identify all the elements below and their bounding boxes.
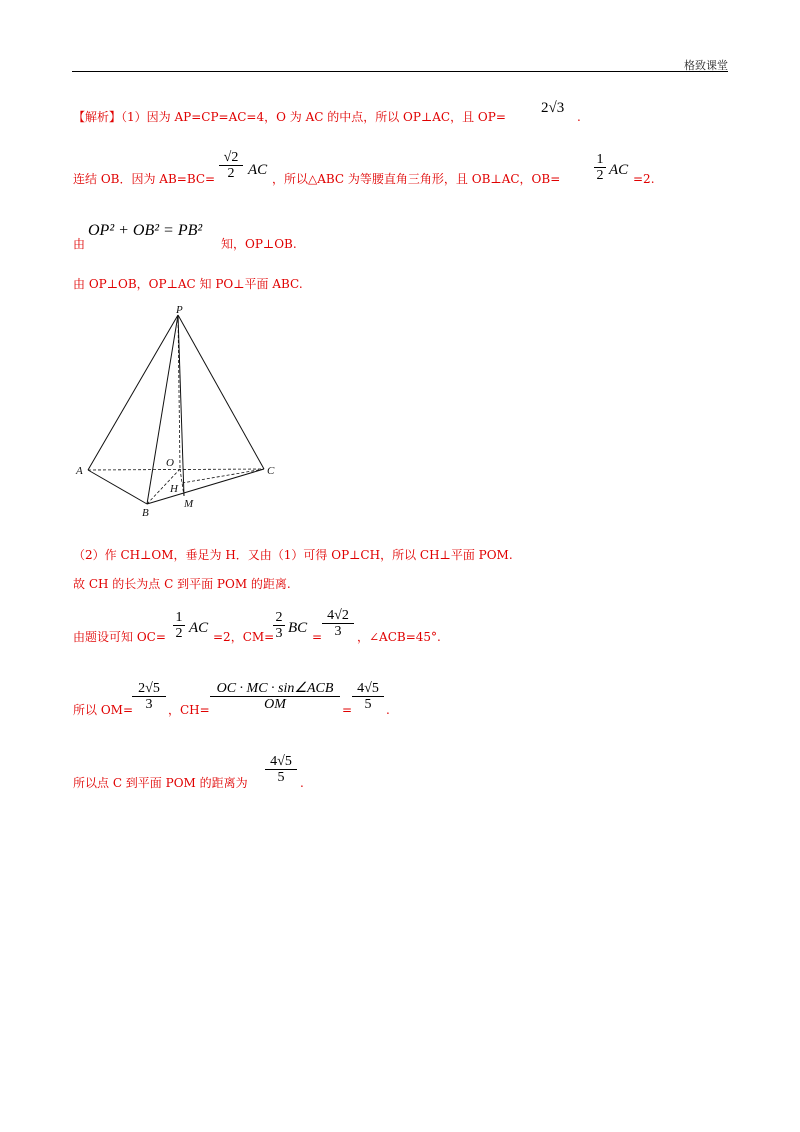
- fraction-ch-formula: [210, 681, 340, 712]
- line2-end: =2.: [633, 172, 655, 186]
- part2-line3-prefix: 由题设可知 OC=: [73, 630, 166, 644]
- header-brand: 格致课堂: [684, 59, 728, 72]
- edge-bc: [147, 469, 264, 504]
- part2-line-1: （2）作 CH⊥OM，垂足为 H．又由（1）可得 OP⊥CH，所以 CH⊥平面 POM.: [73, 548, 513, 562]
- fraction-4root2-over-3: [322, 608, 354, 639]
- part2-line5-end: .: [300, 776, 304, 790]
- pythagorean-equation: OP² + OB² = PB²: [88, 222, 203, 239]
- fraction-denominator: 2: [175, 626, 183, 641]
- part2-line3-end: ，∠ACB=45°.: [357, 630, 441, 644]
- label-h: H: [170, 483, 178, 495]
- fraction-denominator: 2: [596, 168, 604, 183]
- fraction-oc: [173, 610, 185, 641]
- fraction-denominator: OM: [264, 697, 286, 712]
- fraction-numerator: 4√2: [327, 608, 349, 623]
- edge-pa: [88, 315, 178, 470]
- fraction-numerator: 4√5: [270, 754, 292, 769]
- label-a: A: [76, 465, 83, 477]
- part2-line3-mid1: =2，CM=: [213, 630, 275, 644]
- fraction-numerator: OC · MC · sin∠ACB: [216, 681, 334, 696]
- analysis-label: 【解析】: [73, 110, 122, 124]
- line1-text: （1）因为 AP=CP=AC=4，O 为 AC 的中点，所以 OP⊥AC，且 OP=: [121, 110, 506, 124]
- fraction-cm: [273, 610, 285, 641]
- part2-line-2: 故 CH 的长为点 C 到平面 POM 的距离.: [73, 577, 291, 591]
- solution-line-1: [73, 110, 506, 124]
- fraction-denominator: 3: [145, 697, 153, 712]
- part2-line5-text: 所以点 C 到平面 POM 的距离为: [73, 776, 248, 790]
- fraction-denominator: 3: [275, 626, 283, 641]
- part2-line4-eq: =: [342, 703, 353, 717]
- fraction-numerator: 2: [275, 610, 283, 625]
- line3-prefix: 由: [73, 237, 86, 251]
- fraction-denominator: 2: [227, 166, 235, 181]
- fraction-denominator: 5: [364, 697, 372, 712]
- hidden-edge-ac: [88, 469, 264, 470]
- edge-pb: [147, 315, 178, 504]
- fraction-distance: [265, 754, 297, 785]
- line2-text: 连结 OB．因为 AB=BC=: [73, 172, 216, 186]
- fraction-denominator: 3: [334, 624, 342, 639]
- part2-line3-mid2: =: [312, 630, 323, 644]
- ac-term-2: AC: [609, 162, 629, 178]
- fraction-numerator: 1: [596, 152, 604, 167]
- label-m: M: [184, 498, 194, 510]
- label-c: C: [267, 465, 275, 477]
- fraction-numerator: 2√5: [138, 681, 160, 696]
- ac-term-3: AC: [189, 620, 209, 636]
- fraction-one-half: [594, 152, 606, 183]
- fraction-numerator: 4√5: [357, 681, 379, 696]
- label-o: O: [166, 457, 174, 469]
- op-value: 2√3: [541, 100, 565, 116]
- fraction-root2-over-2: [219, 150, 243, 181]
- fraction-ch-result: [352, 681, 384, 712]
- fraction-om: [132, 681, 166, 712]
- edge-pc: [178, 315, 264, 469]
- line3-end: 知，OP⊥OB.: [221, 237, 297, 251]
- line4-text: 由 OP⊥OB，OP⊥AC 知 PO⊥平面 ABC.: [73, 277, 303, 291]
- ac-term: AC: [248, 162, 268, 178]
- edge-ab: [88, 470, 147, 504]
- fraction-numerator: 1: [175, 610, 183, 625]
- header-divider: [72, 71, 728, 72]
- fraction-numerator: √2: [223, 150, 239, 165]
- label-p: P: [176, 304, 183, 316]
- part2-line4-end: .: [386, 703, 390, 717]
- part2-line4-mid: ，CH=: [168, 703, 210, 717]
- line1-end: .: [577, 110, 581, 124]
- pyramid-figure: [74, 303, 284, 518]
- label-b: B: [142, 507, 149, 518]
- part2-line4-prefix: 所以 OM=: [73, 703, 133, 717]
- bc-term: BC: [288, 620, 308, 636]
- line2-middle: ，所以△ABC 为等腰直角三角形，且 OB⊥AC，OB=: [272, 172, 561, 186]
- fraction-denominator: 5: [277, 770, 285, 785]
